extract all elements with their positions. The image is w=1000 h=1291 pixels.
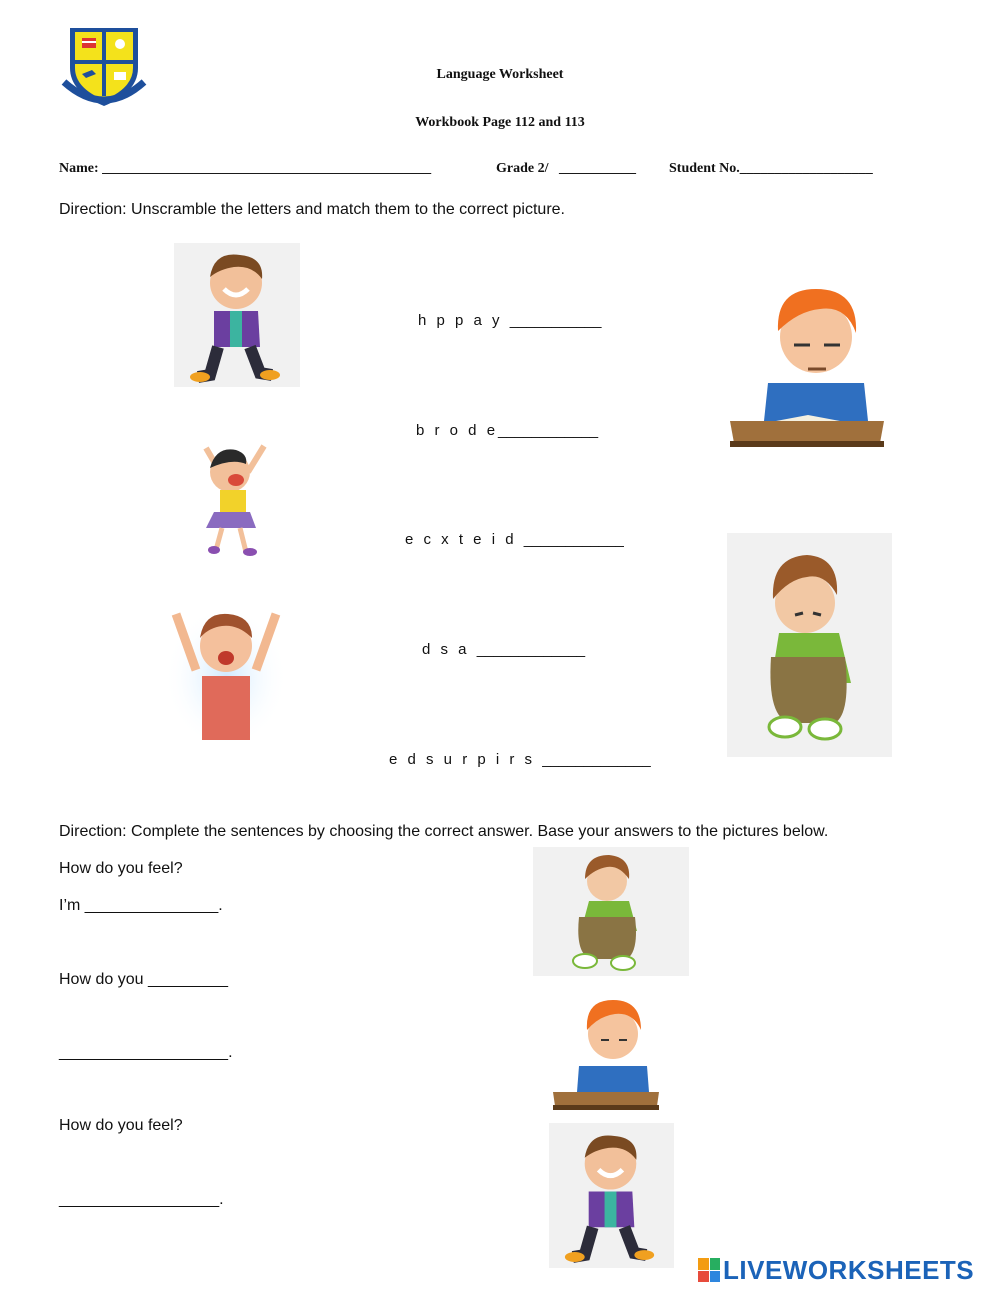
answer-line[interactable]: __________________. bbox=[59, 1191, 224, 1208]
scrambled-letters: e d s u r p i r s bbox=[389, 751, 536, 768]
scrambled-letters: e c x t e i d bbox=[405, 531, 517, 548]
scrambled-letters: d s a bbox=[422, 641, 470, 658]
question-line: How do you feel? bbox=[59, 1117, 183, 1134]
grade-field[interactable]: Grade 2/ ___________ bbox=[496, 161, 636, 176]
scrambled-letters: b r o d e bbox=[416, 422, 499, 439]
scrambled-letters: h p p a y bbox=[418, 312, 503, 329]
giggling-boy-image bbox=[174, 243, 300, 387]
answer-blank[interactable]: _____________ bbox=[542, 751, 651, 768]
scrambled-word-row[interactable] bbox=[405, 531, 624, 548]
answer-blank[interactable]: ___________ bbox=[509, 312, 602, 329]
worksheet-title: Language Worksheet bbox=[436, 67, 564, 82]
scrambled-word-row[interactable] bbox=[416, 422, 598, 439]
question-line[interactable]: How do you _________ bbox=[59, 971, 229, 988]
liveworksheets-logo-icon bbox=[698, 1258, 720, 1282]
answer-line[interactable]: I’m _______________. bbox=[59, 897, 223, 914]
direction-unscramble: Direction: Unscramble the letters and match them to the correct picture. bbox=[59, 201, 565, 218]
scrambled-word-row[interactable] bbox=[418, 312, 601, 329]
question-line: How do you feel? bbox=[59, 860, 183, 877]
bored-boy-at-desk-image bbox=[728, 275, 886, 451]
school-logo bbox=[58, 22, 150, 110]
liveworksheets-watermark bbox=[698, 1255, 974, 1285]
cheering-girl-image bbox=[186, 428, 284, 556]
student-number-field[interactable]: Student No.___________________ bbox=[669, 161, 873, 176]
answer-blank[interactable]: ____________ bbox=[498, 422, 599, 439]
answer-blank[interactable]: _____________ bbox=[476, 641, 586, 658]
sad-boy-sitting-image bbox=[727, 533, 892, 757]
excited-boy-image bbox=[162, 580, 290, 742]
bored-boy-at-desk-small-image bbox=[551, 990, 661, 1112]
liveworksheets-text: LIVEWORKSHEETS bbox=[723, 1254, 975, 1285]
sad-boy-sitting-small-image bbox=[533, 847, 689, 976]
direction-complete-sentences: Direction: Complete the sentences by choosing the correct answer. Base your answers to the pictures below. bbox=[59, 823, 829, 840]
answer-line[interactable]: ___________________. bbox=[59, 1044, 233, 1061]
scrambled-word-row[interactable] bbox=[389, 751, 651, 768]
name-field[interactable]: Name: _______________________________________________ bbox=[59, 161, 432, 176]
answer-blank[interactable]: ____________ bbox=[523, 531, 624, 548]
worksheet-subtitle: Workbook Page 112 and 113 bbox=[415, 115, 585, 130]
scrambled-word-row[interactable] bbox=[422, 641, 585, 658]
giggling-boy-small-image bbox=[549, 1123, 674, 1268]
